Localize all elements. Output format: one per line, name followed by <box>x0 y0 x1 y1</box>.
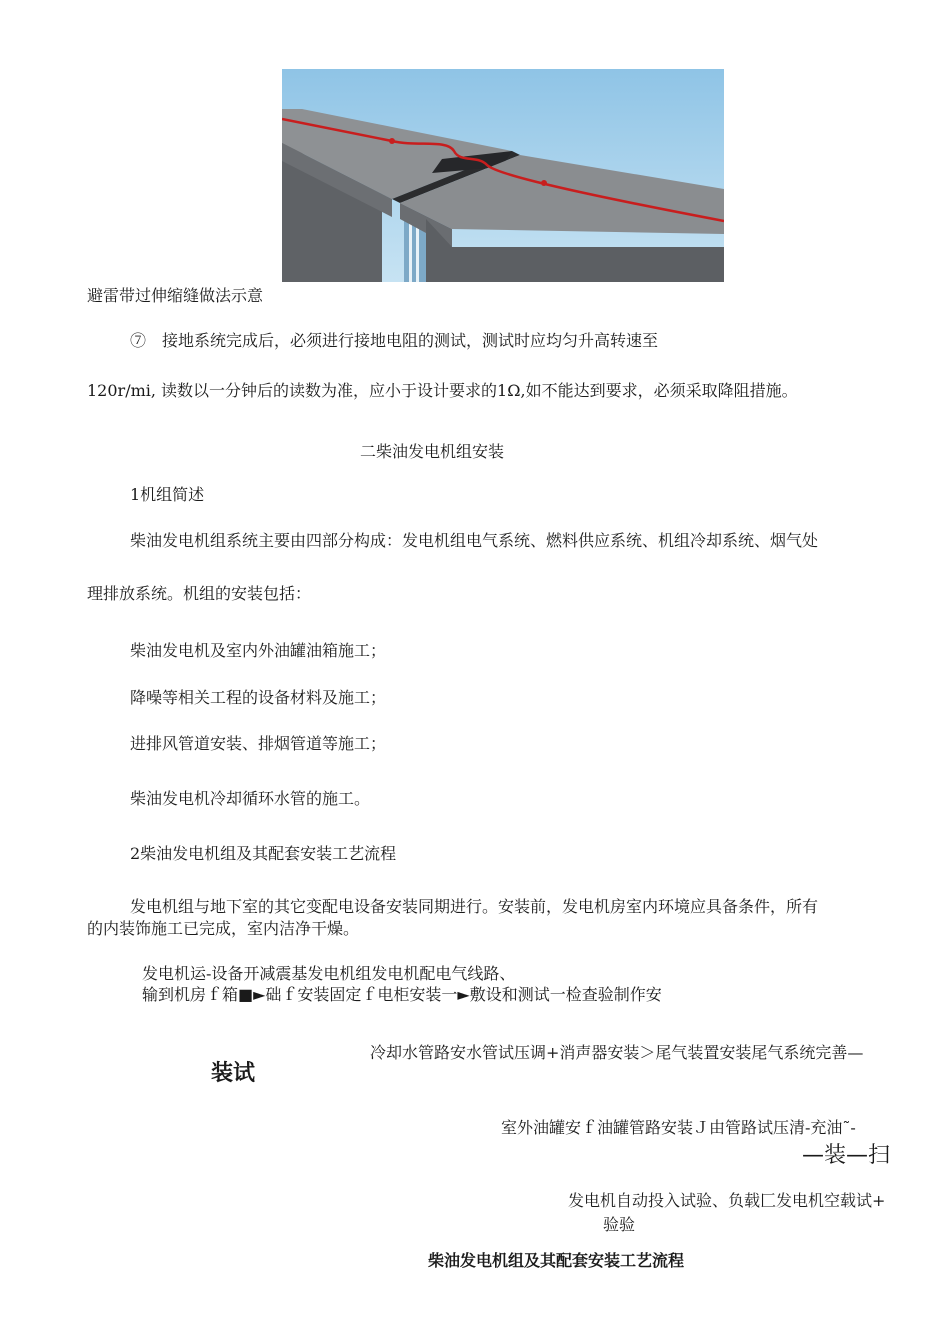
list-item: 柴油发电机冷却循环水管的施工。 <box>130 789 371 808</box>
overview-para-line-1: 柴油发电机组系统主要由四部分构成：发电机组电气系统、燃料供应系统、机组冷却系统、烟气处 <box>130 531 819 550</box>
grounding-line-2: 120r/mi, 读数以一分钟后的读数为准，应小于设计要求的1Ω,如不能达到要求，必须采取降阻措施。 <box>87 381 798 400</box>
subheading-overview: 1机组简述 <box>130 485 205 504</box>
list-item: 降噪等相关工程的设备材料及施工； <box>130 688 387 707</box>
joint-filler-line <box>409 219 412 282</box>
section-heading: 二柴油发电机组安装 <box>360 442 505 461</box>
flow-row-4a: 发电机自动投入试验、负载匚发电机空载试+ <box>568 1191 886 1210</box>
flow-caption: 柴油发电机组及其配套安装工艺流程 <box>428 1251 685 1270</box>
flow-row-2: 冷却水管路安水管试压调+消声器安装＞尾气装置安装尾气系统完善— <box>370 1043 864 1062</box>
grounding-line-1: ⑦ 接地系统完成后，必须进行接地电阻的测试，测试时应均匀升高转速至 <box>130 331 659 350</box>
flow-para-line-1: 发电机组与地下室的其它变配电设备安装同期进行。安装前，发电机房室内环境应具备条件，所有 <box>130 897 819 916</box>
list-item: 柴油发电机及室内外油罐油箱施工； <box>130 641 387 660</box>
flow-row-1b: 输到机房ｆ箱■►础ｆ安装固定ｆ电柜安装一►敷设和测试一检查验制作安 <box>142 985 662 1004</box>
flow-para-line-2: 的内装饰施工已完成，室内洁净干燥。 <box>87 919 360 938</box>
flow-row-4b: 验验 <box>603 1215 636 1234</box>
flow-row-2-big: 装试 <box>211 1061 256 1086</box>
flow-row-3-big: —装—扫 <box>802 1143 891 1168</box>
list-item: 进排风管道安装、排烟管道等施工； <box>130 734 387 753</box>
strip-clamp <box>389 138 395 144</box>
figure-caption: 避雷带过伸缩缝做法示意 <box>87 286 264 305</box>
flow-row-1a: 发电机运-设备开减震基发电机组发电机配电气线路、 <box>142 964 516 983</box>
flow-row-3: 室外油罐安ｆ油罐管路安装Ｊ由管路试压清-充油˜- <box>501 1118 856 1137</box>
subheading-flow: 2柴油发电机组及其配套安装工艺流程 <box>130 844 397 863</box>
strip-clamp <box>541 180 547 186</box>
expansion-joint-illustration <box>282 69 724 282</box>
overview-para-line-2: 理排放系统。机组的安装包括： <box>87 584 312 603</box>
